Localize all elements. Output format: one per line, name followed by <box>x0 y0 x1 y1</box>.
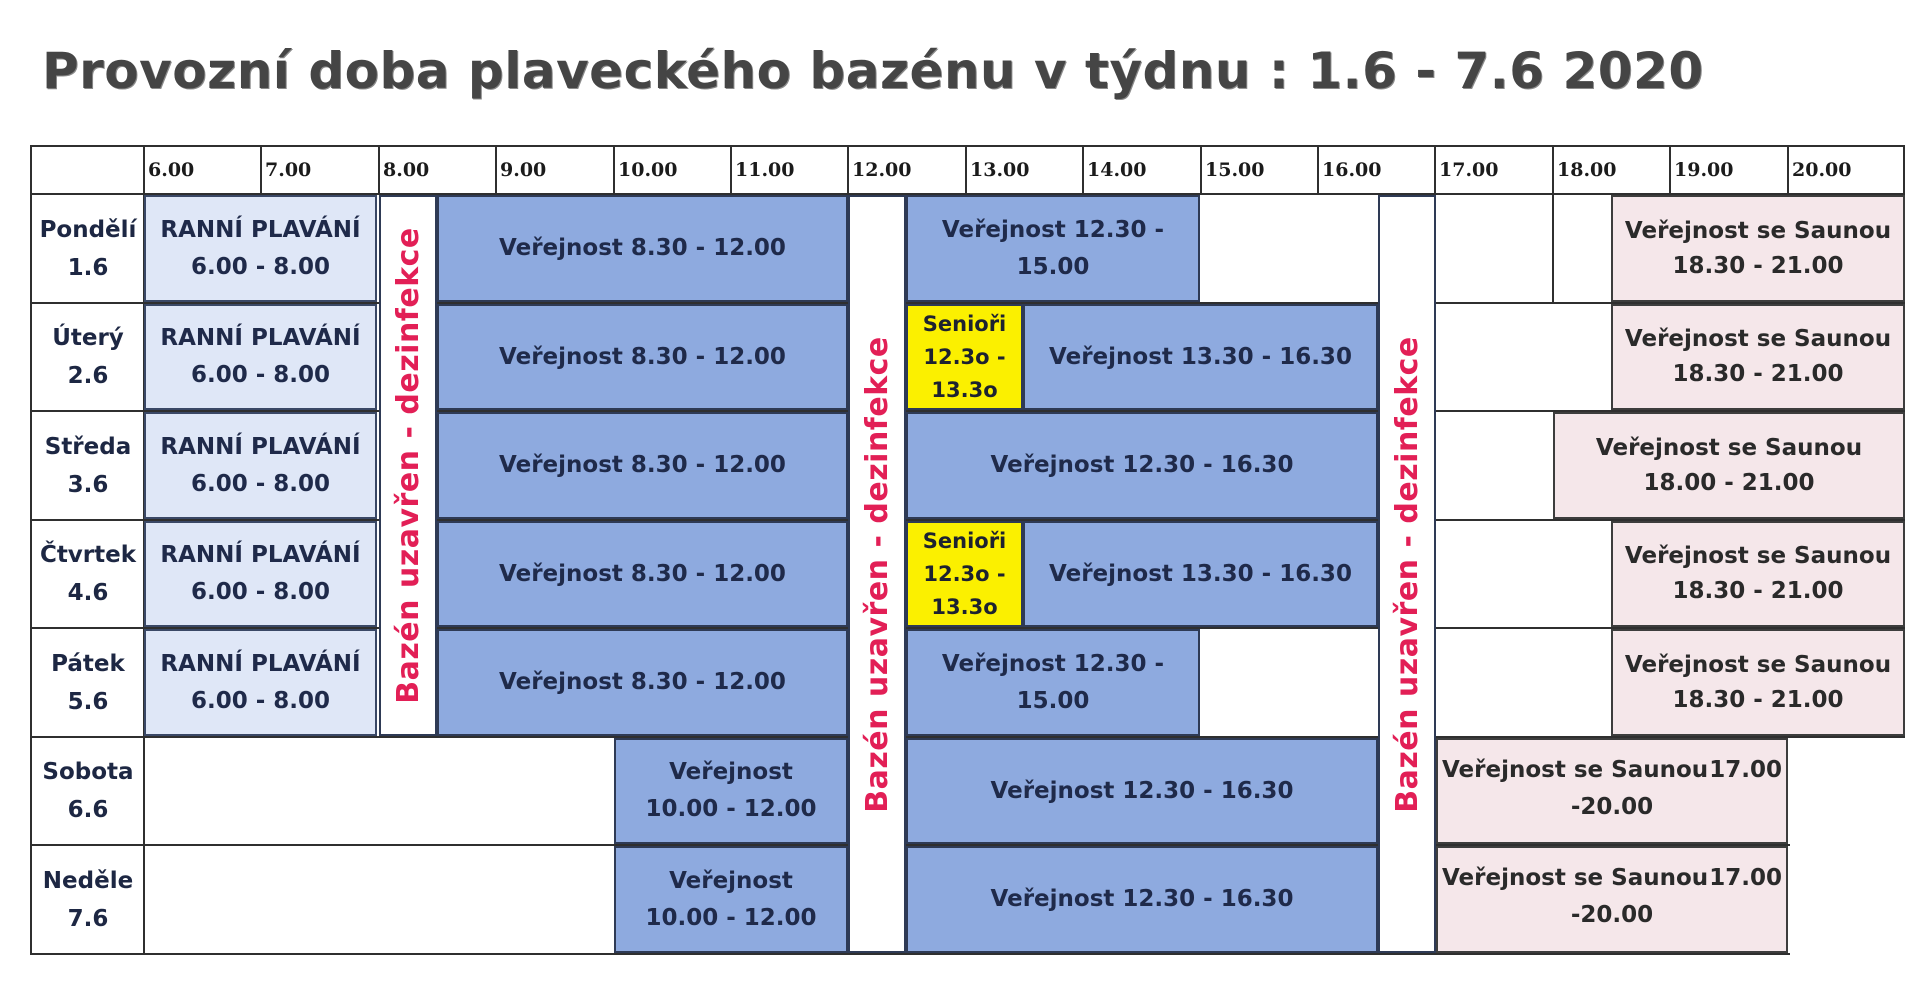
public-block: Veřejnost 12.30 - 16.30 <box>906 738 1378 844</box>
morning-swim-block <box>144 304 377 410</box>
block-line: RANNÍ PLAVÁNÍ <box>160 433 361 460</box>
hour-label: 19.00 <box>1674 159 1734 181</box>
block-line: 18.30 - 21.00 <box>1672 578 1844 604</box>
grid-line <box>1200 145 1202 193</box>
grid-line <box>730 145 732 193</box>
hour-label: 11.00 <box>735 159 795 181</box>
day-name: Čtvrtek <box>39 542 137 568</box>
page-title: Provozní doba plaveckého bazénu v týdnu : 1.6 - 7.6 2020 <box>42 42 1704 100</box>
morning-swim-block <box>144 521 377 627</box>
grid-line <box>1552 193 1554 302</box>
hour-label: 20.00 <box>1792 159 1852 181</box>
hour-label: 6.00 <box>148 159 195 181</box>
grid-line <box>1552 145 1554 193</box>
block-line: 6.00 - 8.00 <box>190 579 331 605</box>
block-line: RANNÍ PLAVÁNÍ <box>160 216 361 243</box>
day-label <box>32 521 144 627</box>
block-line: Veřejnost se Saunou <box>1624 326 1892 352</box>
sauna-row <box>1438 752 1786 789</box>
public-block <box>614 846 848 953</box>
block-line: 10.00 - 12.00 <box>645 796 817 822</box>
sauna-block <box>1611 629 1905 736</box>
day-date: 7.6 <box>67 905 109 932</box>
grid-line <box>1082 145 1084 193</box>
public-block: Veřejnost 12.30 - 15.00 <box>906 195 1200 302</box>
closed-label: Bazén uzavřen - dezinfekce <box>859 335 895 813</box>
day-date: 1.6 <box>67 254 109 281</box>
public-block: Veřejnost 8.30 - 12.00 <box>437 412 848 519</box>
block-line: Veřejnost se Saunou <box>1595 434 1863 461</box>
day-date: 4.6 <box>67 580 109 606</box>
hour-label: 7.00 <box>265 159 312 181</box>
day-date: 5.6 <box>67 688 109 715</box>
block-line: 17.00 <box>1709 865 1782 891</box>
block-line: 13.3o <box>931 594 998 619</box>
block-line: Veřejnost se Saunou <box>1442 757 1709 783</box>
block-line: 6.00 - 8.00 <box>190 687 331 714</box>
grid-line <box>495 145 497 193</box>
public-block <box>614 738 848 844</box>
sauna-block <box>1611 521 1905 627</box>
seniors-block <box>906 304 1023 410</box>
seniors-block <box>906 521 1023 627</box>
grid-line <box>1434 145 1436 193</box>
block-line: 6.00 - 8.00 <box>190 253 331 280</box>
block-line: Senioři <box>922 528 1007 553</box>
block-line: 6.00 - 8.00 <box>190 470 331 497</box>
sauna-block <box>1436 738 1788 844</box>
hour-label: 14.00 <box>1087 159 1147 181</box>
block-line: Veřejnost se Saunou <box>1624 651 1892 678</box>
block-line: -20.00 <box>1570 902 1654 928</box>
block-line: Veřejnost <box>669 867 793 894</box>
day-label <box>32 738 144 844</box>
day-date: 6.6 <box>67 797 109 823</box>
hour-label: 8.00 <box>383 159 430 181</box>
block-line: -20.00 <box>1570 794 1654 820</box>
hour-label: 12.00 <box>852 159 912 181</box>
sauna-block <box>1436 846 1788 953</box>
morning-swim-block <box>144 412 377 519</box>
grid-line <box>1317 145 1319 193</box>
block-line: 18.30 - 21.00 <box>1672 252 1844 279</box>
closed-disinfection-bar <box>379 195 437 736</box>
day-name: Pondělí <box>39 216 137 243</box>
block-line: Veřejnost se Saunou <box>1442 865 1709 891</box>
block-line: 12.3o - <box>923 344 1006 369</box>
day-label <box>32 195 144 302</box>
schedule-table <box>30 145 1905 955</box>
day-name: Sobota <box>42 759 134 785</box>
block-line: 13.3o <box>931 377 998 402</box>
block-line: 18.30 - 21.00 <box>1672 686 1844 713</box>
grid-line <box>847 145 849 193</box>
hour-label: 9.00 <box>500 159 547 181</box>
grid-line <box>260 145 262 193</box>
hour-label: 16.00 <box>1322 159 1382 181</box>
sauna-block <box>1611 304 1905 410</box>
day-date: 2.6 <box>67 363 109 389</box>
grid-line <box>613 145 615 193</box>
block-line: Veřejnost se Saunou <box>1624 217 1892 244</box>
closed-label: Bazén uzavřen - dezinfekce <box>390 227 426 704</box>
morning-swim-block <box>144 195 377 302</box>
public-block: Veřejnost 8.30 - 12.00 <box>437 629 848 736</box>
hour-label: 17.00 <box>1439 159 1499 181</box>
public-block: Veřejnost 13.30 - 16.30 <box>1023 521 1378 627</box>
block-line: Veřejnost se Saunou <box>1624 543 1892 569</box>
day-name: Neděle <box>42 867 134 894</box>
day-label <box>32 304 144 410</box>
hour-label: 10.00 <box>618 159 678 181</box>
public-block: Veřejnost 8.30 - 12.00 <box>437 195 848 302</box>
block-line: 6.00 - 8.00 <box>190 362 331 388</box>
blank-area <box>1790 738 1907 957</box>
block-line: 10.00 - 12.00 <box>645 904 817 931</box>
sauna-row <box>1438 860 1786 897</box>
public-block: Veřejnost 8.30 - 12.00 <box>437 521 848 627</box>
block-line: 18.00 - 21.00 <box>1643 469 1815 496</box>
hour-label: 15.00 <box>1205 159 1265 181</box>
sauna-block <box>1611 195 1905 302</box>
morning-swim-block <box>144 629 377 736</box>
hour-label: 13.00 <box>970 159 1030 181</box>
grid-line <box>965 145 967 193</box>
block-line: RANNÍ PLAVÁNÍ <box>160 325 361 351</box>
sauna-block <box>1553 412 1905 519</box>
public-block: Veřejnost 12.30 - 16.30 <box>906 846 1378 953</box>
closed-label: Bazén uzavřen - dezinfekce <box>1389 335 1425 813</box>
hour-label: 18.00 <box>1557 159 1617 181</box>
public-block: Veřejnost 8.30 - 12.00 <box>437 304 848 410</box>
public-block: Veřejnost 13.30 - 16.30 <box>1023 304 1378 410</box>
day-label <box>32 629 144 736</box>
day-name: Pátek <box>51 650 125 677</box>
day-date: 3.6 <box>67 471 109 498</box>
day-name: Středa <box>44 433 132 460</box>
day-name: Úterý <box>52 325 124 351</box>
day-label <box>32 412 144 519</box>
closed-disinfection-bar <box>1378 195 1436 953</box>
closed-disinfection-bar <box>848 195 906 953</box>
block-line: Senioři <box>922 311 1007 336</box>
block-line: 17.00 <box>1709 757 1782 783</box>
grid-line <box>1669 145 1671 193</box>
grid-line <box>1787 145 1789 193</box>
block-line: RANNÍ PLAVÁNÍ <box>160 542 361 568</box>
grid-line <box>378 145 380 193</box>
block-line: 18.30 - 21.00 <box>1672 361 1844 387</box>
public-block: Veřejnost 12.30 - 15.00 <box>906 629 1200 736</box>
day-label <box>32 846 144 953</box>
block-line: 12.3o - <box>923 561 1006 586</box>
public-block: Veřejnost 12.30 - 16.30 <box>906 412 1378 519</box>
block-line: Veřejnost <box>669 759 793 785</box>
block-line: RANNÍ PLAVÁNÍ <box>160 650 361 677</box>
